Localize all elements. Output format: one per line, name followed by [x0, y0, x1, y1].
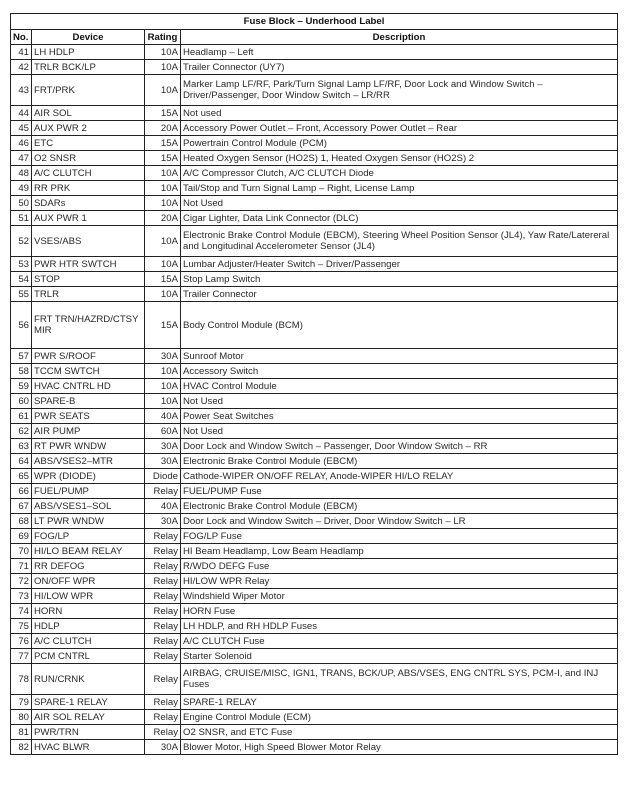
rating-cell: Relay	[145, 710, 181, 725]
table-row	[11, 60, 618, 75]
table-row	[11, 619, 618, 634]
rating-cell: 20A	[145, 211, 181, 226]
fuse-number-cell: 55	[11, 287, 32, 302]
device-cell: SPARE-1 RELAY	[32, 695, 145, 710]
fuse-number-cell: 82	[11, 740, 32, 755]
table-row	[11, 544, 618, 559]
rating-cell: 10A	[145, 257, 181, 272]
rating-cell: 15A	[145, 151, 181, 166]
fuse-number-cell: 68	[11, 514, 32, 529]
table-title: Fuse Block – Underhood Label	[11, 14, 618, 30]
rating-cell: 10A	[145, 45, 181, 60]
fuse-number-cell: 64	[11, 454, 32, 469]
fuse-number-cell: 80	[11, 710, 32, 725]
table-row	[11, 166, 618, 181]
rating-cell: Relay	[145, 589, 181, 604]
fuse-number-cell: 56	[11, 302, 32, 349]
device-cell: ON/OFF WPR	[32, 574, 145, 589]
table-row	[11, 424, 618, 439]
table-row	[11, 272, 618, 287]
rating-cell: 40A	[145, 499, 181, 514]
device-cell: AUX PWR 1	[32, 211, 145, 226]
description-cell: Door Lock and Window Switch – Passenger, Door Window Switch – RR	[181, 439, 618, 454]
fuse-number-cell: 78	[11, 664, 32, 695]
rating-cell: 10A	[145, 394, 181, 409]
rating-cell: 30A	[145, 454, 181, 469]
rating-cell: 10A	[145, 181, 181, 196]
device-cell: RT PWR WNDW	[32, 439, 145, 454]
column-header-row	[11, 30, 618, 45]
table-row	[11, 499, 618, 514]
device-cell: WPR (DIODE)	[32, 469, 145, 484]
fuse-number-cell: 60	[11, 394, 32, 409]
table-row	[11, 529, 618, 544]
device-cell: AIR PUMP	[32, 424, 145, 439]
rating-cell: 30A	[145, 439, 181, 454]
table-row	[11, 257, 618, 272]
rating-cell: 20A	[145, 121, 181, 136]
fuse-number-cell: 79	[11, 695, 32, 710]
rating-cell: 10A	[145, 75, 181, 106]
rating-cell: Relay	[145, 695, 181, 710]
fuse-block-table	[10, 13, 618, 755]
fuse-number-cell: 81	[11, 725, 32, 740]
fuse-number-cell: 53	[11, 257, 32, 272]
table-row	[11, 394, 618, 409]
column-header-device: Device	[32, 30, 145, 45]
rating-cell: 15A	[145, 302, 181, 349]
table-row	[11, 349, 618, 364]
column-header-no: No.	[11, 30, 32, 45]
table-body	[11, 45, 618, 755]
rating-cell: Relay	[145, 649, 181, 664]
description-cell: Electronic Brake Control Module (EBCM)	[181, 454, 618, 469]
description-cell: Electronic Brake Control Module (EBCM)	[181, 499, 618, 514]
table-row	[11, 302, 618, 349]
table-row	[11, 409, 618, 424]
rating-cell: Relay	[145, 664, 181, 695]
device-cell: FOG/LP	[32, 529, 145, 544]
device-cell: HVAC BLWR	[32, 740, 145, 755]
fuse-number-cell: 63	[11, 439, 32, 454]
description-cell: Power Seat Switches	[181, 409, 618, 424]
fuse-number-cell: 57	[11, 349, 32, 364]
table-row	[11, 439, 618, 454]
description-cell: Cathode-WIPER ON/OFF RELAY, Anode-WIPER HI/LO RELAY	[181, 469, 618, 484]
fuse-number-cell: 44	[11, 106, 32, 121]
device-cell: HI/LOW WPR	[32, 589, 145, 604]
fuse-number-cell: 69	[11, 529, 32, 544]
table-row	[11, 649, 618, 664]
table-row	[11, 559, 618, 574]
fuse-number-cell: 76	[11, 634, 32, 649]
device-cell: AIR SOL	[32, 106, 145, 121]
rating-cell: 15A	[145, 106, 181, 121]
description-cell: R/WDO DEFG Fuse	[181, 559, 618, 574]
description-cell: HVAC Control Module	[181, 379, 618, 394]
device-cell: ABS/VSES2–MTR	[32, 454, 145, 469]
table-row	[11, 710, 618, 725]
description-cell: Electronic Brake Control Module (EBCM), Steering Wheel Position Sensor (JL4), Yaw Rate/Latereral and Longitudinal Accelerometer Sensor (JL4)	[181, 226, 618, 257]
device-cell: STOP	[32, 272, 145, 287]
description-cell: Windshield Wiper Motor	[181, 589, 618, 604]
description-cell: A/C Compressor Clutch, A/C CLUTCH Diode	[181, 166, 618, 181]
table-row	[11, 181, 618, 196]
device-cell: RUN/CRNK	[32, 664, 145, 695]
table-row	[11, 469, 618, 484]
column-header-rating: Rating	[145, 30, 181, 45]
description-cell: Trailer Connector	[181, 287, 618, 302]
fuse-number-cell: 75	[11, 619, 32, 634]
rating-cell: 10A	[145, 60, 181, 75]
device-cell: ABS/VSES1–SOL	[32, 499, 145, 514]
fuse-number-cell: 72	[11, 574, 32, 589]
table-row	[11, 136, 618, 151]
table-row	[11, 604, 618, 619]
fuse-table-container	[10, 13, 617, 755]
description-cell: Cigar Lighter, Data Link Connector (DLC)	[181, 211, 618, 226]
device-cell: LH HDLP	[32, 45, 145, 60]
column-header-description: Description	[181, 30, 618, 45]
table-row	[11, 211, 618, 226]
table-row	[11, 364, 618, 379]
device-cell: FUEL/PUMP	[32, 484, 145, 499]
description-cell: Marker Lamp LF/RF, Park/Turn Signal Lamp LF/RF, Door Lock and Window Switch – Driver/Passenger, Door Window Switch – LR/RR	[181, 75, 618, 106]
device-cell: PWR HTR SWTCH	[32, 257, 145, 272]
fuse-number-cell: 45	[11, 121, 32, 136]
table-title-row	[11, 14, 618, 30]
fuse-number-cell: 71	[11, 559, 32, 574]
description-cell: Trailer Connector (UY7)	[181, 60, 618, 75]
device-cell: HVAC CNTRL HD	[32, 379, 145, 394]
rating-cell: 30A	[145, 514, 181, 529]
description-cell: AIRBAG, CRUISE/MISC, IGN1, TRANS, BCK/UP, ABS/VSES, ENG CNTRL SYS, PCM-I, and INJ Fuses	[181, 664, 618, 695]
description-cell: Powertrain Control Module (PCM)	[181, 136, 618, 151]
description-cell: Tail/Stop and Turn Signal Lamp – Right, License Lamp	[181, 181, 618, 196]
fuse-number-cell: 43	[11, 75, 32, 106]
fuse-number-cell: 65	[11, 469, 32, 484]
fuse-number-cell: 61	[11, 409, 32, 424]
fuse-number-cell: 52	[11, 226, 32, 257]
table-row	[11, 574, 618, 589]
rating-cell: Relay	[145, 725, 181, 740]
table-row	[11, 634, 618, 649]
table-row	[11, 740, 618, 755]
description-cell: Stop Lamp Switch	[181, 272, 618, 287]
fuse-number-cell: 62	[11, 424, 32, 439]
rating-cell: 10A	[145, 166, 181, 181]
rating-cell: 15A	[145, 272, 181, 287]
device-cell: PWR S/ROOF	[32, 349, 145, 364]
description-cell: Body Control Module (BCM)	[181, 302, 618, 349]
rating-cell: Relay	[145, 484, 181, 499]
description-cell: Lumbar Adjuster/Heater Switch – Driver/Passenger	[181, 257, 618, 272]
device-cell: RR PRK	[32, 181, 145, 196]
rating-cell: 10A	[145, 196, 181, 211]
table-row	[11, 121, 618, 136]
table-row	[11, 454, 618, 469]
description-cell: Headlamp – Left	[181, 45, 618, 60]
rating-cell: Relay	[145, 559, 181, 574]
device-cell: AIR SOL RELAY	[32, 710, 145, 725]
rating-cell: 10A	[145, 226, 181, 257]
device-cell: FRT TRN/HAZRD/CTSY MIR	[32, 302, 145, 349]
table-row	[11, 75, 618, 106]
description-cell: HORN Fuse	[181, 604, 618, 619]
rating-cell: Relay	[145, 604, 181, 619]
rating-cell: 30A	[145, 740, 181, 755]
device-cell: RR DEFOG	[32, 559, 145, 574]
description-cell: Not Used	[181, 424, 618, 439]
rating-cell: 60A	[145, 424, 181, 439]
rating-cell: Relay	[145, 619, 181, 634]
rating-cell: 10A	[145, 364, 181, 379]
device-cell: SPARE-B	[32, 394, 145, 409]
table-row	[11, 226, 618, 257]
table-row	[11, 287, 618, 302]
device-cell: LT PWR WNDW	[32, 514, 145, 529]
description-cell: HI Beam Headlamp, Low Beam Headlamp	[181, 544, 618, 559]
device-cell: PWR SEATS	[32, 409, 145, 424]
device-cell: PWR/TRN	[32, 725, 145, 740]
table-row	[11, 196, 618, 211]
description-cell: A/C CLUTCH Fuse	[181, 634, 618, 649]
description-cell: Accessory Switch	[181, 364, 618, 379]
description-cell: Blower Motor, High Speed Blower Motor Relay	[181, 740, 618, 755]
device-cell: FRT/PRK	[32, 75, 145, 106]
table-row	[11, 151, 618, 166]
fuse-number-cell: 50	[11, 196, 32, 211]
fuse-number-cell: 46	[11, 136, 32, 151]
rating-cell: Relay	[145, 574, 181, 589]
description-cell: Engine Control Module (ECM)	[181, 710, 618, 725]
rating-cell: 10A	[145, 287, 181, 302]
fuse-number-cell: 51	[11, 211, 32, 226]
fuse-number-cell: 58	[11, 364, 32, 379]
description-cell: Heated Oxygen Sensor (HO2S) 1, Heated Oxygen Sensor (HO2S) 2	[181, 151, 618, 166]
description-cell: FOG/LP Fuse	[181, 529, 618, 544]
table-row	[11, 725, 618, 740]
description-cell: SPARE-1 RELAY	[181, 695, 618, 710]
device-cell: HDLP	[32, 619, 145, 634]
description-cell: Not used	[181, 106, 618, 121]
fuse-number-cell: 67	[11, 499, 32, 514]
table-row	[11, 589, 618, 604]
description-cell: Sunroof Motor	[181, 349, 618, 364]
rating-cell: 15A	[145, 136, 181, 151]
table-row	[11, 106, 618, 121]
description-cell: Not Used	[181, 196, 618, 211]
fuse-number-cell: 49	[11, 181, 32, 196]
device-cell: O2 SNSR	[32, 151, 145, 166]
description-cell: Accessory Power Outlet – Front, Accessory Power Outlet – Rear	[181, 121, 618, 136]
device-cell: VSES/ABS	[32, 226, 145, 257]
table-row	[11, 695, 618, 710]
description-cell: Door Lock and Window Switch – Driver, Door Window Switch – LR	[181, 514, 618, 529]
device-cell: A/C CLUTCH	[32, 634, 145, 649]
device-cell: TCCM SWTCH	[32, 364, 145, 379]
table-row	[11, 379, 618, 394]
device-cell: HORN	[32, 604, 145, 619]
fuse-number-cell: 77	[11, 649, 32, 664]
fuse-number-cell: 42	[11, 60, 32, 75]
fuse-number-cell: 59	[11, 379, 32, 394]
rating-cell: Relay	[145, 529, 181, 544]
fuse-number-cell: 54	[11, 272, 32, 287]
fuse-number-cell: 70	[11, 544, 32, 559]
description-cell: LH HDLP, and RH HDLP Fuses	[181, 619, 618, 634]
table-row	[11, 45, 618, 60]
table-row	[11, 664, 618, 695]
device-cell: TRLR	[32, 287, 145, 302]
fuse-number-cell: 47	[11, 151, 32, 166]
device-cell: HI/LO BEAM RELAY	[32, 544, 145, 559]
device-cell: PCM CNTRL	[32, 649, 145, 664]
rating-cell: Diode	[145, 469, 181, 484]
device-cell: SDARs	[32, 196, 145, 211]
fuse-number-cell: 48	[11, 166, 32, 181]
rating-cell: 30A	[145, 349, 181, 364]
fuse-number-cell: 66	[11, 484, 32, 499]
device-cell: TRLR BCK/LP	[32, 60, 145, 75]
rating-cell: Relay	[145, 544, 181, 559]
description-cell: Not Used	[181, 394, 618, 409]
table-row	[11, 514, 618, 529]
fuse-number-cell: 41	[11, 45, 32, 60]
description-cell: HI/LOW WPR Relay	[181, 574, 618, 589]
rating-cell: 40A	[145, 409, 181, 424]
device-cell: ETC	[32, 136, 145, 151]
description-cell: O2 SNSR, and ETC Fuse	[181, 725, 618, 740]
device-cell: AUX PWR 2	[32, 121, 145, 136]
rating-cell: Relay	[145, 634, 181, 649]
device-cell: A/C CLUTCH	[32, 166, 145, 181]
description-cell: Starter Solenoid	[181, 649, 618, 664]
description-cell: FUEL/PUMP Fuse	[181, 484, 618, 499]
fuse-number-cell: 74	[11, 604, 32, 619]
fuse-number-cell: 73	[11, 589, 32, 604]
table-row	[11, 484, 618, 499]
rating-cell: 10A	[145, 379, 181, 394]
